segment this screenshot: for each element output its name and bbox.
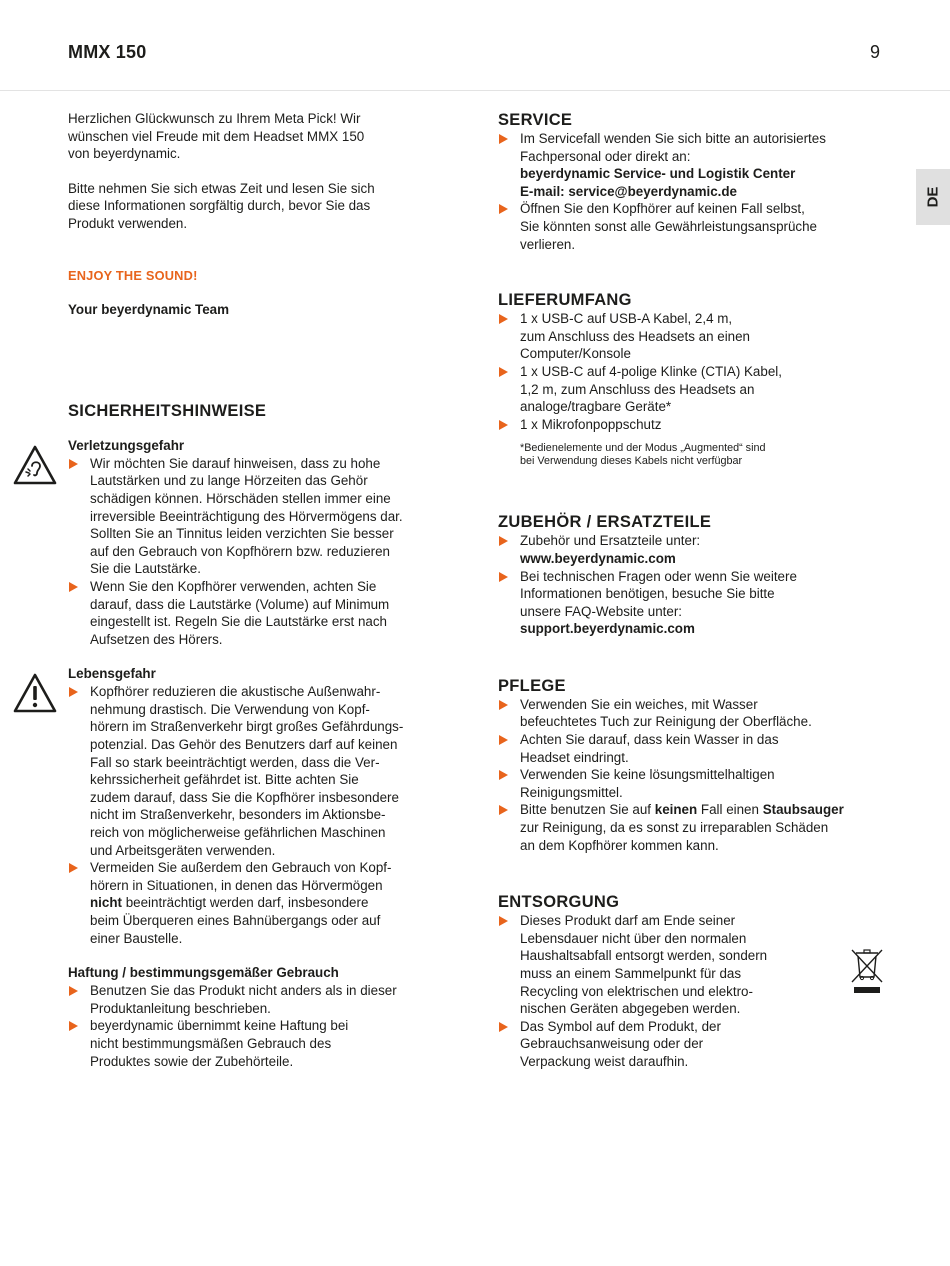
text-line: einer Baustelle. xyxy=(90,930,183,946)
list-item xyxy=(498,568,886,638)
text-line: zum Anschluss des Headsets an einen xyxy=(520,328,751,344)
text-line: zudem darauf, dass Sie die Kopfhörer insbesondere xyxy=(90,789,399,805)
text-line: Wenn Sie den Kopfhörer verwenden, achten Sie xyxy=(90,578,377,594)
text-line: 1 x Mikrofonpoppschutz xyxy=(520,416,662,432)
text-line: 1 x USB-C auf USB-A Kabel, 2,4 m, xyxy=(520,311,733,327)
website-link[interactable]: www.beyerdynamic.com xyxy=(520,550,676,566)
list-item xyxy=(498,532,886,567)
list-item xyxy=(68,455,458,578)
text-line: Headset eindringt. xyxy=(520,749,629,765)
text-line: Bitte nehmen Sie sich etwas Zeit und lesen Sie sich xyxy=(68,180,375,196)
text-line: irreversible Beeinträchtigung des Hörvermögens dar. xyxy=(90,508,403,524)
accessories-heading: ZUBEHÖR / ERSATZTEILE xyxy=(498,513,712,532)
text-line: Das Symbol auf dem Produkt, der xyxy=(520,1018,721,1034)
text-line: Zubehör und Ersatzteile unter: xyxy=(520,533,701,549)
text-fragment: Fall einen xyxy=(697,802,763,818)
text-line: und Arbeitsgeräten verwenden. xyxy=(90,842,276,858)
scope-heading: LIEFERUMFANG xyxy=(498,291,632,310)
text-line: wünschen viel Freude mit dem Headset MMX 150 xyxy=(68,128,365,144)
text-line: hörern im Straßenverkehr birgt großes Gefährdungs- xyxy=(90,719,404,735)
text-line: Informationen benötigen, besuche Sie bitte xyxy=(520,586,775,602)
text-line: Reinigungsmittel. xyxy=(520,784,623,800)
text-fragment: beeinträchtigt werden darf, insbesondere xyxy=(122,895,369,911)
text-line: Sollten Sie an Tinnitus leiden verzichten Sie besser xyxy=(90,526,394,542)
scope-list xyxy=(498,310,886,433)
list-item xyxy=(68,1017,458,1070)
text-line: nicht bestimmungsmäßen Gebrauch des xyxy=(90,1035,332,1051)
text-line: Gebrauchsanweisung oder der xyxy=(520,1036,704,1052)
list-item xyxy=(498,310,886,363)
text-line: Vermeiden Sie außerdem den Gebrauch von Kopf- xyxy=(90,860,392,876)
intro-instructions xyxy=(68,180,458,233)
text-line: Benutzen Sie das Produkt nicht anders als in dieser xyxy=(90,983,397,999)
text-line: befeuchtetes Tuch zur Reinigung der Oberfläche. xyxy=(520,714,812,730)
text-line: Produktes sowie der Zubehörteile. xyxy=(90,1053,294,1069)
text-line: Dieses Produkt darf am Ende seiner xyxy=(520,913,736,929)
list-item xyxy=(498,912,886,1018)
danger-title: Lebensgefahr xyxy=(68,666,156,682)
text-line: an dem Kopfhörer kommen kann. xyxy=(520,837,719,853)
language-label: DE xyxy=(924,186,942,208)
text-fragment: Bitte benutzen Sie auf xyxy=(520,802,655,818)
safety-heading: SICHERHEITSHINWEISE xyxy=(68,401,267,420)
injury-list xyxy=(68,455,458,649)
signature: Your beyerdynamic Team xyxy=(68,302,229,318)
text-line: auf den Gebrauch von Kopfhörern bzw. reduzieren xyxy=(90,543,390,559)
service-heading: SERVICE xyxy=(498,111,573,129)
text-line: Fachpersonal oder direkt an: xyxy=(520,148,691,164)
text-line: Verwenden Sie keine lösungsmittelhaltigen xyxy=(520,767,775,783)
text-line: Fall so stark beeinträchtigt werden, dass die Ver- xyxy=(90,754,380,770)
service-email: E-mail: service@beyerdynamic.de xyxy=(520,183,737,199)
page-number: 9 xyxy=(870,42,881,62)
text-line: reich von möglicherweise gefährlichen Maschinen xyxy=(90,825,386,841)
service-list xyxy=(498,130,886,253)
text-line: beim Überqueren eines Bahnübergangs oder auf xyxy=(90,913,381,928)
text-line: *Bedienelemente und der Modus „Augmented“ sind xyxy=(520,442,766,455)
list-item xyxy=(498,200,886,253)
text-line: Sie könnten sonst alle Gewährleistungsansprüche xyxy=(520,218,818,234)
text-line xyxy=(520,801,886,819)
emphasis-text: keinen xyxy=(654,802,698,818)
list-item xyxy=(68,683,458,859)
slogan: ENJOY THE SOUND! xyxy=(68,267,198,283)
hearing-warning-icon xyxy=(12,444,58,486)
text-line: Sie die Lautstärke. xyxy=(90,561,201,577)
text-line: diese Informationen sorgfältig durch, bevor Sie das xyxy=(68,198,371,214)
list-item xyxy=(498,416,886,434)
text-line: Öffnen Sie den Kopfhörer auf keinen Fall selbst, xyxy=(520,201,805,217)
text-line: Kopfhörer reduzieren die akustische Außenwahr- xyxy=(90,684,381,700)
text-line: bei Verwendung dieses Kabels nicht verfügbar xyxy=(520,454,743,467)
text-line: Produkt verwenden. xyxy=(68,215,188,231)
page-header xyxy=(0,0,950,91)
injury-title: Verletzungsgefahr xyxy=(68,437,185,453)
list-item xyxy=(498,731,886,766)
emphasis-text: Staubsauger xyxy=(762,802,844,818)
text-line xyxy=(90,894,458,912)
text-line: Herzlichen Glückwunsch zu Ihrem Meta Pick! Wir xyxy=(68,111,361,126)
disposal-list xyxy=(498,912,886,1070)
text-line: Haushaltsabfall entsorgt werden, sondern xyxy=(520,948,768,964)
text-line: darauf, dass die Lautstärke (Volume) auf Minimum xyxy=(90,596,390,612)
text-line: schädigen können. Hörschäden stellen immer eine xyxy=(90,490,391,506)
care-heading: PFLEGE xyxy=(498,676,566,695)
text-line: Verwenden Sie ein weiches, mit Wasser xyxy=(520,696,758,712)
liability-title: Haftung / bestimmungsgemäßer Gebrauch xyxy=(68,965,339,981)
text-line: Im Servicefall wenden Sie sich bitte an autorisiertes xyxy=(520,131,826,146)
list-item xyxy=(68,859,458,947)
list-item xyxy=(498,130,886,200)
text-line: zur Reinigung, da es sonst zu irreparablen Schäden xyxy=(520,820,829,836)
accessories-list xyxy=(498,532,886,638)
text-line: von beyerdynamic. xyxy=(68,146,181,162)
text-line: unsere FAQ-Website unter: xyxy=(520,603,683,619)
warning-triangle-icon xyxy=(12,672,58,714)
text-line: analoge/tragbare Geräte* xyxy=(520,399,672,415)
doc-title: MMX 150 xyxy=(68,42,147,62)
text-line: Lebensdauer nicht über den normalen xyxy=(520,930,747,946)
list-item xyxy=(68,578,458,648)
support-link[interactable]: support.beyerdynamic.com xyxy=(520,621,695,637)
text-line: muss an einem Sammelpunkt für das xyxy=(520,966,742,981)
list-item xyxy=(498,801,886,854)
disposal-heading: ENTSORGUNG xyxy=(498,893,620,912)
text-line: hörern in Situationen, in denen das Hörvermögen xyxy=(90,877,383,893)
text-line: nicht im Straßenverkehr, besonders im Aktionsbe- xyxy=(90,807,386,823)
list-item xyxy=(498,766,886,801)
text-line: Bei technischen Fragen oder wenn Sie weitere xyxy=(520,568,797,584)
text-line: Verpackung weist daraufhin. xyxy=(520,1053,689,1069)
text-line: Aufsetzen des Hörers. xyxy=(90,631,223,647)
text-line: nehmung drastisch. Die Verwendung von Kopf- xyxy=(90,701,370,717)
service-center-name: beyerdynamic Service- und Logistik Center xyxy=(520,166,796,182)
danger-list xyxy=(68,683,458,947)
intro-greeting xyxy=(68,110,458,163)
left-column xyxy=(68,110,458,1070)
footnote xyxy=(498,442,886,467)
text-line: kehrssicherheit gefährdet ist. Bitte achten Sie xyxy=(90,772,359,788)
text-line: 1 x USB-C auf 4-polige Klinke (CTIA) Kabel, xyxy=(520,363,782,379)
text-line: potenzial. Das Gehör des Benutzers darf auf keinen xyxy=(90,737,398,753)
list-item xyxy=(498,696,886,731)
text-line: Lautstärken und zu lange Hörzeiten das Gehör xyxy=(90,473,368,489)
text-line: Achten Sie darauf, dass kein Wasser in das xyxy=(520,732,779,748)
care-list xyxy=(498,696,886,854)
text-line: 1,2 m, zum Anschluss des Headsets an xyxy=(520,381,755,397)
text-line: nischen Geräten abgegeben werden. xyxy=(520,1001,741,1017)
text-line: beyerdynamic übernimmt keine Haftung bei xyxy=(90,1018,349,1034)
right-column xyxy=(498,110,886,1071)
text-line: Recycling von elektrischen und elektro- xyxy=(520,983,753,999)
emphasis-text: nicht xyxy=(90,895,122,911)
liability-list xyxy=(68,982,458,1070)
text-line: Computer/Konsole xyxy=(520,346,631,362)
language-tab xyxy=(916,169,950,225)
text-line: Wir möchten Sie darauf hinweisen, dass zu hohe xyxy=(90,455,381,471)
text-line: eingestellt ist. Regeln Sie die Lautstärke erst nach xyxy=(90,614,387,630)
text-line: Produktanleitung beschrieben. xyxy=(90,1000,271,1016)
list-item xyxy=(498,1018,886,1071)
text-line: verlieren. xyxy=(520,236,576,252)
list-item xyxy=(68,982,458,1017)
list-item xyxy=(498,363,886,416)
